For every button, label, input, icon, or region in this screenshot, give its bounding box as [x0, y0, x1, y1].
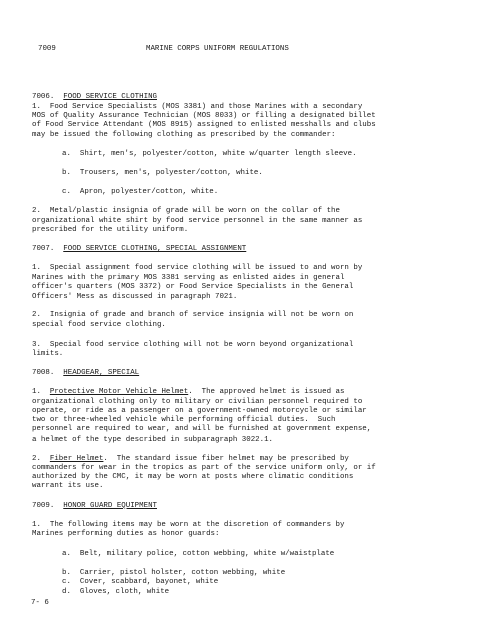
section-7009-title: HONOR GUARD EQUIPMENT	[63, 501, 157, 510]
text-line: 1. Special assignment food service clothing will be issued to and worn by	[32, 264, 363, 273]
text-line: organizational clothing only to military or civilian personnel required to	[32, 397, 363, 406]
text-line: officer's quarters (MOS 3372) or Food Service Specialists in the General	[32, 282, 354, 291]
header-title: MARINE CORPS UNIFORM REGULATIONS	[146, 45, 289, 53]
text-line: Officers' Mess as discussed in paragraph 7021.	[32, 292, 238, 301]
list-item: a. Shirt, men's, polyester/cotton, white w/quarter length sleeve.	[62, 150, 357, 159]
header-section-number: 7009	[38, 45, 56, 53]
text-line: operate, or ride as a passenger on a government-owned motorcycle or similar	[32, 407, 367, 416]
text-line: personnel are required to wear, and will be furnished at government expense,	[32, 425, 372, 434]
text-line: 2. Fiber Helmet. The standard issue fiber helmet may be prescribed by	[32, 454, 349, 463]
text-line: authorized by the CMC, it may be worn at posts where climatic conditions	[32, 473, 354, 482]
section-7008-title: HEADGEAR, SPECIAL	[63, 369, 140, 378]
text-line: Marines performing duties as honor guards:	[32, 530, 220, 539]
section-7009-heading: 7009. HONOR GUARD EQUIPMENT	[32, 501, 157, 510]
section-7008-heading: 7008. HEADGEAR, SPECIAL	[32, 369, 140, 378]
text-line: 2. Insignia of grade and branch of service insignia will not be worn on	[32, 311, 354, 320]
text-line: 1. Food Service Specialists (MOS 3381) and those Marines with a secondary	[32, 102, 363, 111]
term-fiber-helmet: Fiber Helmet	[49, 454, 104, 463]
text-line: prescribed for the utility uniform.	[32, 225, 189, 234]
text-line: commanders for wear in the tropics as part of the service uniform only, or if	[32, 464, 376, 473]
text-line: 3. Special food service clothing will not be worn beyond organizational	[32, 340, 354, 349]
text-line: organizational white shirt by food service personnel in the same manner as	[32, 216, 363, 225]
list-item: c. Cover, scabbard, bayonet, white	[62, 578, 219, 587]
text-line: limits.	[32, 350, 64, 358]
text-line: two or three-wheeled vehicle while performing official duties. Such	[32, 416, 336, 425]
list-item: a. Belt, military police, cotton webbing, white w/waistplate	[62, 549, 335, 558]
section-7006-heading: 7006. FOOD SERVICE CLOTHING	[32, 93, 157, 102]
page-number: 7- 6	[31, 599, 49, 607]
text-line: 1. Protective Motor Vehicle Helmet. The approved helmet is issued as	[32, 387, 345, 396]
text-line: of Food Service Attendant (MOS 8915) assigned to enlisted messhalls and clubs	[32, 120, 376, 129]
list-item: b. Carrier, pistol holster, cotton webbing, white	[62, 568, 286, 577]
text-line: a helmet of the type described in subparagraph 3022.1.	[32, 435, 274, 444]
text-line: special food service clothing.	[32, 321, 166, 330]
text-line: 1. The following items may be worn at the discretion of commanders by	[32, 521, 345, 530]
text-line: warrant its use.	[32, 482, 104, 491]
term-protective-motor-vehicle-helmet: Protective Motor Vehicle Helmet	[49, 387, 189, 396]
text-line: may be issued the following clothing as prescribed by the commander:	[32, 131, 336, 140]
list-item: d. Gloves, cloth, white	[62, 588, 170, 597]
list-item: b. Trousers, men's, polyester/cotton, white.	[62, 168, 263, 177]
text-line: MOS of Quality Assurance Technician (MOS 8033) or filling a designated billet	[32, 111, 376, 120]
text-line: Marines with the primary MOS 3381 serving as enlisted aides in general	[32, 273, 345, 282]
section-7007-title: FOOD SERVICE CLOTHING, SPECIAL ASSIGNMENT	[63, 245, 247, 254]
text-line: 2. Metal/plastic insignia of grade will be worn on the collar of the	[32, 207, 340, 216]
list-item: c. Apron, polyester/cotton, white.	[62, 188, 219, 197]
section-7007-heading: 7007. FOOD SERVICE CLOTHING, SPECIAL ASSIGNMENT	[32, 245, 247, 254]
section-7006-title: FOOD SERVICE CLOTHING	[63, 93, 157, 102]
